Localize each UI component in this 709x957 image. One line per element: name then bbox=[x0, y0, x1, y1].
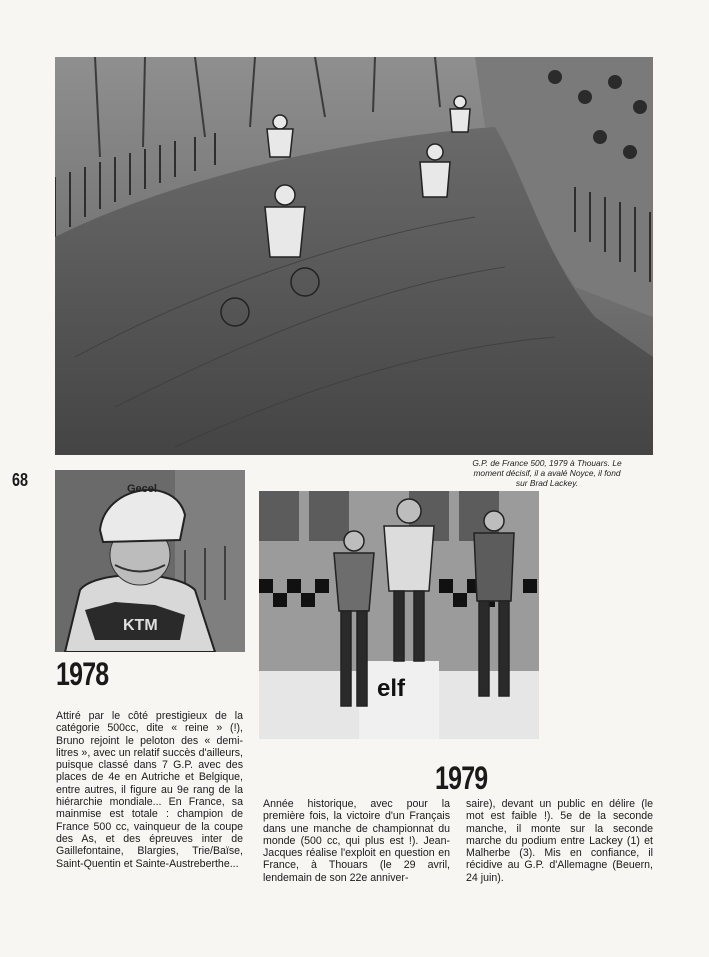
caption-line: G.P. de France 500, 1979 à Thouars. Le bbox=[472, 458, 622, 468]
section-text-1978: Attiré par le côté prestigieux de la catégorie 500cc, dite « reine » (!), Bruno rejoint le peloton des « demi-litres », avec un relatif succès d'ailleurs, puisque classé dans 7 G.P. avec des places de 4e en Autriche et Belgique, entre autres, il figure au 9e rang de la hiérarchie mondiale... En France, sa mainmise est totale : champion de France 500 cc, vainqueur de la coupe des As, et des épreuves inter de Gaillefontaine, Blargies, Trie/Baïse, Saint-Quentin et Sainte-Austreberthe... bbox=[56, 710, 243, 870]
podium-banner-text: elf bbox=[377, 675, 406, 702]
podium-illustration bbox=[259, 491, 539, 739]
page-number: 68 bbox=[12, 470, 29, 490]
main-race-photo bbox=[55, 57, 653, 455]
year-heading-1979: 1979 bbox=[435, 760, 488, 796]
year-heading-1978: 1978 bbox=[56, 656, 109, 692]
caption-line: moment décisif, il a avalé Noyce, il fond bbox=[473, 468, 621, 478]
section-text-1979-col2: saire), devant un public en délire (le mot est faible !). 5e de la seconde manche, il monte sur la seconde marche du podium entre Lackey (1) et Malherbe (3). Mis en confiance, il récidive au G.P. d'Allemagne (Beuern, 24 juin). bbox=[466, 798, 653, 884]
jersey-logo: KTM bbox=[123, 617, 158, 634]
portrait-photo-1978 bbox=[55, 470, 245, 652]
caption-line: sur Brad Lackey. bbox=[515, 478, 579, 488]
portrait-illustration bbox=[55, 470, 245, 652]
race-scene-illustration bbox=[55, 57, 653, 455]
section-text-1979-col1: Année historique, avec pour la première fois, la victoire d'un Français dans une manche de championnat du monde (500 cc, qui plus est !). Jean-Jacques réalise l'exploit en question en France, à Thouars (le 29 avril, lendemain de son 22e anniver- bbox=[263, 798, 450, 884]
podium-photo-1979 bbox=[259, 491, 539, 739]
photo-caption bbox=[440, 458, 654, 488]
helmet-logo: Gecel bbox=[127, 483, 157, 495]
